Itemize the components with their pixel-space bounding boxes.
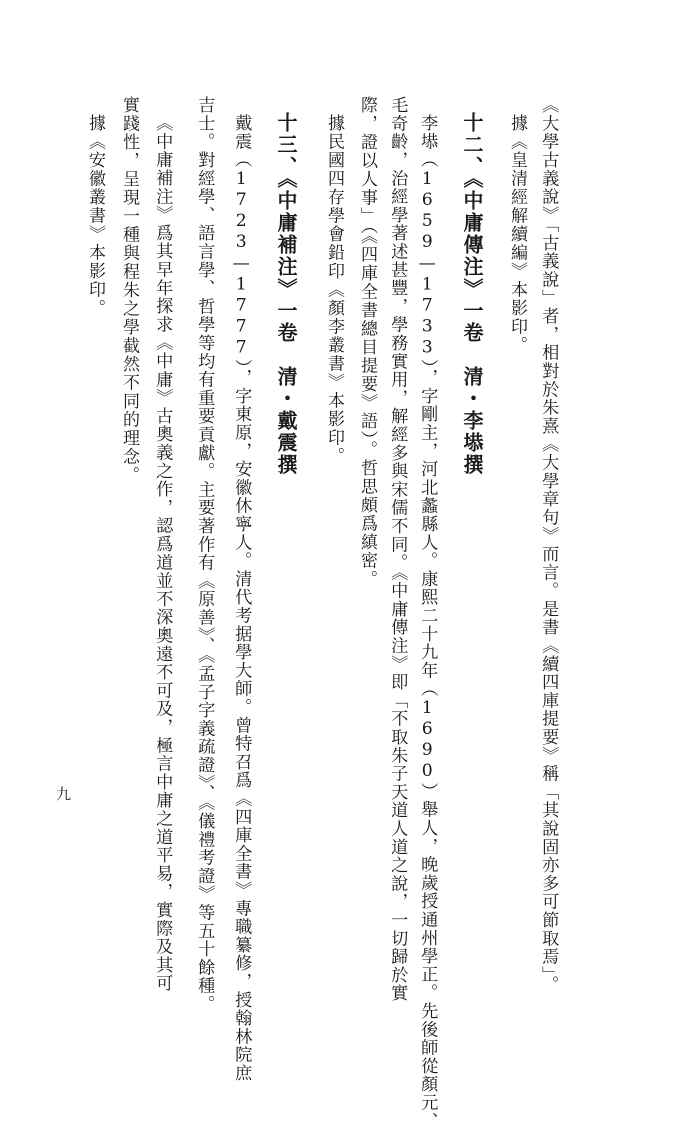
section-heading-12: 十二、《中庸傳注》一卷 清・李塨撰 (460, 112, 484, 476)
section-heading-13: 十三、《中庸補注》一卷 清・戴震撰 (274, 112, 298, 476)
text-column-4: 李塨（1659—1733），字剛主，河北蠡縣人。康熙二十九年（1690）舉人，晚歲授通州學正。先後師從顏元、 (417, 114, 438, 1130)
text-column-12: 實踐性，呈現一種與程朱之學截然不同的理念。 (119, 96, 139, 485)
text-column-1: 《大學古義說》「古義說」者，相對於朱熹《大學章句》而言。是書《續四庫提要》稱「其說固亦多可節取焉」。 (538, 96, 559, 994)
text-column-9: 戴震（1723—1777），字東原，安徽休寧人。清代考据學大師。曾特召爲《四庫全書》專職纂修，授翰林院庶 (231, 114, 252, 1083)
text-column-11: 《中庸補注》爲其早年探求《中庸》古奧義之作，認爲道並不深奧遠不可及，極言中庸之道平易，實際及其可 (152, 114, 173, 993)
text-column-2: 據《皇清經解續編》本影印。 (507, 114, 527, 355)
text-column-7: 據民國四存學會鉛印《顏李叢書》本影印。 (324, 114, 344, 466)
text-column-10: 吉士。對經學、語言學、哲學等均有重要貢獻。主要著作有《原善》、《孟子字義疏證》、《儀禮考證》等五十餘種。 (194, 96, 215, 1014)
text-column-5: 毛奇齡，治經學著述甚豐，學務實用，解經多與宋儒不同。《中庸傳注》即「不取朱子天道人道之說，一切歸於實 (387, 96, 408, 1003)
text-column-6: 際，證以人事」（《四庫全書總目提要》語）。哲思頗爲縝密。 (357, 96, 377, 589)
page-number: 九 (56, 785, 72, 803)
text-column-13: 據《安徽叢書》本影印。 (85, 114, 105, 318)
